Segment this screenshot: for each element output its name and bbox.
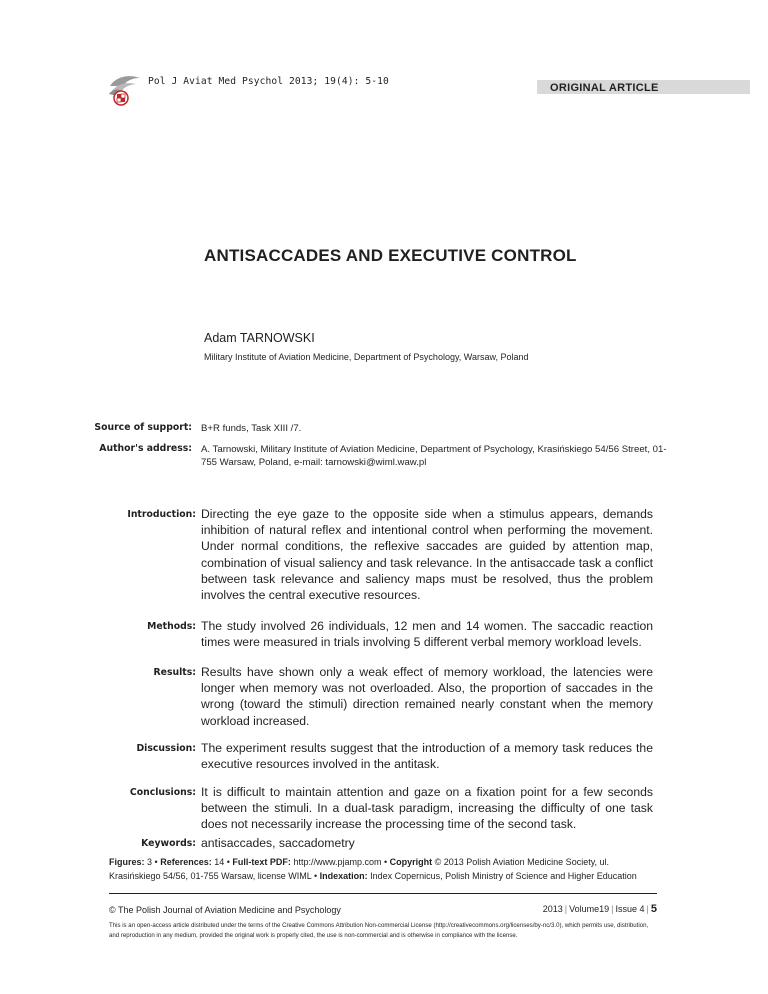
- fulltext-label: Full-text PDF:: [232, 857, 291, 867]
- issue-year: 2013: [542, 904, 563, 914]
- keywords-text: antisaccades, saccadometry: [201, 836, 355, 850]
- indexation-label: Indexation:: [319, 871, 368, 881]
- discussion-label: Discussion:: [136, 743, 196, 754]
- author-address-text: A. Tarnowski, Military Institute of Aviation Medicine, Department of Psychology, Krasińskiego 54/56 Street, 01-755 Warsaw, Poland, e-mail: tarnowski@wiml.waw.pl: [201, 444, 667, 468]
- figures-count: 3: [147, 857, 153, 867]
- article-type-badge: ORIGINAL ARTICLE: [537, 80, 750, 94]
- introduction-label: Introduction:: [127, 509, 196, 520]
- conclusions-text: It is difficult to maintain attention and gaze on a fixation point for a few seconds between the stimuli. In a dual-task paradigm, increasing the difficulty of one task does not necessarily increase the processing time of the second task.: [201, 785, 653, 832]
- discussion-text: The experiment results suggest that the introduction of a memory task reduces the executive resources involved in the antitask.: [201, 741, 653, 772]
- author-affiliation: Military Institute of Aviation Medicine, Department of Psychology, Warsaw, Poland: [204, 352, 529, 362]
- issue-volume: Volume19: [569, 904, 610, 914]
- methods-label: Methods:: [147, 621, 196, 632]
- article-title: ANTISACCADES AND EXECUTIVE CONTROL: [204, 246, 577, 265]
- article-info-line: Figures: 3 • References: 14 • Full-text PDF: http://www.pjamp.com • Copyright © 2013 Polish Aviation Medicine Society, ul. Krasińskiego 54/56, 01-755 Warsaw, license WIML • Indexation: Index Copernicus, Polish Ministry of Science and Higher Education: [109, 857, 637, 881]
- results-label: Results:: [153, 667, 196, 678]
- copyright-text: © 2013 Polish Aviation Medicine Society, ul. Krasińskiego 54/56, 01-755 Warsaw, license WIML: [109, 857, 610, 881]
- conclusions-label: Conclusions:: [129, 787, 196, 798]
- source-of-support-label: Source of support:: [94, 422, 192, 433]
- methods-text: The study involved 26 individuals, 12 men and 14 women. The saccadic reaction times were measured in trials involving 5 different verbal memory workload levels.: [201, 619, 653, 650]
- eagle-emblem-icon: [106, 72, 142, 108]
- figures-label: Figures:: [109, 857, 145, 867]
- page-number: 5: [650, 903, 657, 915]
- results-text: Results have shown only a weak effect of memory workload, the latencies were longer when memory was not overloaded. Also, the proportion of saccades in the wrong (toward the stimuli) direction remained nearly constant when the memory workload increased.: [201, 665, 653, 728]
- issue-info: 2013 | Volume19 | Issue 4 | 5: [542, 903, 657, 915]
- issue-number: Issue 4: [615, 904, 645, 914]
- references-label: References:: [160, 857, 212, 867]
- footer-divider: [109, 893, 657, 894]
- fulltext-link[interactable]: http://www.pjamp.com: [293, 857, 382, 867]
- journal-citation: Pol J Aviat Med Psychol 2013; 19(4): 5-10: [148, 76, 389, 87]
- author-name: Adam TARNOWSKI: [204, 331, 315, 345]
- keywords-label: Keywords:: [141, 838, 196, 849]
- references-count: 14: [214, 857, 225, 867]
- license-text: This is an open-access article distributed under the terms of the Creative Commons Attribution Non-commercial License (http://creativecommons.org/licenses/by-nc/3.0), which permits use, distribution, and reproduction in any medium, provided the original work is properly cited, the use is non-commercial and is otherwise in compliance with the license.: [109, 922, 649, 939]
- indexation-text: Index Copernicus, Polish Ministry of Science and Higher Education: [370, 871, 637, 881]
- source-of-support-text: B+R funds, Task XIII /7.: [201, 423, 302, 434]
- introduction-text: Directing the eye gaze to the opposite side when a stimulus appears, demands inhibition of natural reflex and intentional control when performing the movement. Under normal conditions, the reflexive saccades are guided by attention map, combination of visual saliency and task relevance. In the antisaccade task a conflict between task relevance and saliency maps must be resolved, thus the problem involves the central executive resources.: [201, 507, 653, 603]
- author-address-label: Author's address:: [99, 443, 192, 454]
- copyright-label: Copyright: [389, 857, 433, 867]
- journal-name: © The Polish Journal of Aviation Medicine and Psychology: [109, 905, 341, 915]
